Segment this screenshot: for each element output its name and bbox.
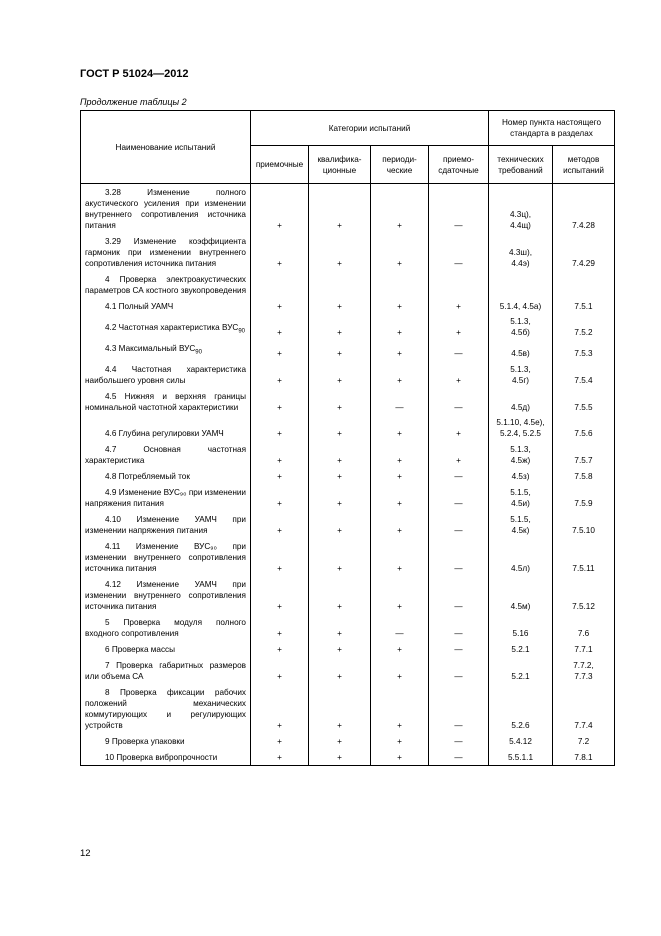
cell-tech: 5.2.1 (489, 641, 553, 657)
test-name-cell: 4.7 Основная частотная характеристика (81, 441, 251, 468)
table-caption: Продолжение таблицы 2 (80, 97, 187, 107)
table-row (81, 749, 615, 766)
header-tech-req: технических требований (489, 146, 553, 184)
cell-c3: + (371, 441, 429, 468)
test-categories-table (80, 110, 615, 766)
cell-c1: + (251, 538, 309, 576)
table-row (81, 538, 615, 576)
cell-method: 7.4.28 (553, 184, 615, 234)
cell-c4: + (429, 441, 489, 468)
cell-c2: + (309, 468, 371, 484)
cell-method: 7.5.4 (553, 361, 615, 388)
cell-c2: + (309, 749, 371, 766)
cell-c1: + (251, 657, 309, 684)
cell-c1: + (251, 468, 309, 484)
cell-c3: — (371, 614, 429, 641)
cell-c3: + (371, 733, 429, 749)
cell-tech: 4.5м) (489, 576, 553, 614)
test-name-cell: 4 Проверка электроакустических параметров СА костного звукопроведения (81, 271, 251, 298)
cell-c2: + (309, 340, 371, 361)
page-number: 12 (80, 848, 91, 859)
cell-tech: 5.1.3, 4.5б) (489, 314, 553, 340)
table-row (81, 576, 615, 614)
cell-c2: + (309, 484, 371, 511)
cell-tech: 5.1.10, 4.5е), 5.2.4, 5.2.5 (489, 415, 553, 441)
cell-c4: + (429, 314, 489, 340)
cell-method: 7.5.8 (553, 468, 615, 484)
table-row (81, 184, 615, 234)
cell-method: 7.8.1 (553, 749, 615, 766)
cell-c3 (371, 271, 429, 298)
cell-c2: + (309, 314, 371, 340)
cell-tech: 4.5д) (489, 388, 553, 415)
cell-c4: — (429, 340, 489, 361)
test-name-cell: 8 Проверка фиксации рабочих положений механических коммутирующих и регулирующих устройств (81, 684, 251, 733)
cell-c4 (429, 271, 489, 298)
cell-c1: + (251, 441, 309, 468)
cell-c4: — (429, 684, 489, 733)
cell-method: 7.5.12 (553, 576, 615, 614)
cell-c4: — (429, 749, 489, 766)
cell-c2: + (309, 298, 371, 314)
test-name-cell: 4.8 Потребляемый ток (81, 468, 251, 484)
header-methods: методов испытаний (553, 146, 615, 184)
cell-tech: 5.2.1 (489, 657, 553, 684)
cell-c4: + (429, 361, 489, 388)
cell-c4: — (429, 657, 489, 684)
cell-method: 7.5.7 (553, 441, 615, 468)
cell-c4: — (429, 184, 489, 234)
table-body (81, 184, 615, 766)
table-row (81, 511, 615, 538)
cell-method: 7.7.1 (553, 641, 615, 657)
cell-c2: + (309, 184, 371, 234)
test-name-cell: 4.3 Максимальный $ВУС_{90}$ (81, 340, 251, 361)
table-row (81, 657, 615, 684)
cell-c1: + (251, 298, 309, 314)
test-name-cell: 4.4 Частотная характеристика наибольшего уровня силы (81, 361, 251, 388)
cell-c1: + (251, 484, 309, 511)
header-cat-period: периоди-ческие (371, 146, 429, 184)
cell-c2: + (309, 641, 371, 657)
cell-c3: + (371, 314, 429, 340)
cell-c4: — (429, 614, 489, 641)
table-row (81, 641, 615, 657)
cell-c2: + (309, 233, 371, 271)
cell-c1 (251, 271, 309, 298)
cell-method: 7.5.3 (553, 340, 615, 361)
table-row (81, 340, 615, 361)
cell-c2: + (309, 576, 371, 614)
table-row (81, 271, 615, 298)
cell-tech (489, 271, 553, 298)
cell-tech: 5.16 (489, 614, 553, 641)
cell-c3: + (371, 484, 429, 511)
cell-method: 7.5.10 (553, 511, 615, 538)
cell-tech: 5.2.6 (489, 684, 553, 733)
cell-method: 7.7.4 (553, 684, 615, 733)
cell-method: 7.5.11 (553, 538, 615, 576)
test-name-cell: 4.2 Частотная характеристика $ВУС_{90}$ (81, 314, 251, 340)
cell-c4: — (429, 641, 489, 657)
cell-c1: + (251, 233, 309, 271)
cell-c4: — (429, 468, 489, 484)
cell-c3: + (371, 468, 429, 484)
cell-method: 7.6 (553, 614, 615, 641)
cell-c3: + (371, 684, 429, 733)
cell-tech: 4.5л) (489, 538, 553, 576)
cell-c3: — (371, 388, 429, 415)
test-name-cell: 3.28 Изменение полного акустического усиления при изменении внутреннего сопротивления источника питания (81, 184, 251, 234)
cell-c1: + (251, 733, 309, 749)
cell-c4: + (429, 298, 489, 314)
cell-method (553, 271, 615, 298)
cell-c3: + (371, 749, 429, 766)
test-name-cell: 3.29 Изменение коэффициента гармоник при изменении внутреннего сопротивления источника питания (81, 233, 251, 271)
cell-c1: + (251, 614, 309, 641)
test-name-cell: 7 Проверка габаритных размеров или объема СА (81, 657, 251, 684)
test-name-cell: 10 Проверка вибропрочности (81, 749, 251, 766)
cell-c1: + (251, 641, 309, 657)
table-row (81, 415, 615, 441)
cell-c2: + (309, 441, 371, 468)
cell-c3: + (371, 298, 429, 314)
cell-c4: — (429, 388, 489, 415)
cell-c1: + (251, 340, 309, 361)
header-clause-group: Номер пункта настоящего стандарта в разделах (489, 111, 615, 146)
cell-c1: + (251, 576, 309, 614)
test-name-cell: 5 Проверка модуля полного входного сопротивления (81, 614, 251, 641)
cell-c1: + (251, 388, 309, 415)
cell-method: 7.5.6 (553, 415, 615, 441)
header-categories: Категории испытаний (251, 111, 489, 146)
document-header: ГОСТ Р 51024—2012 (80, 68, 189, 80)
cell-tech: 4.5в) (489, 340, 553, 361)
cell-tech: 4.3ш), 4.4э) (489, 233, 553, 271)
table-row (81, 361, 615, 388)
cell-tech: 5.1.4, 4.5а) (489, 298, 553, 314)
cell-c1: + (251, 361, 309, 388)
cell-method: 7.5.2 (553, 314, 615, 340)
table-row (81, 684, 615, 733)
cell-c2: + (309, 511, 371, 538)
test-name-cell: 4.1 Полный УАМЧ (81, 298, 251, 314)
cell-c3: + (371, 184, 429, 234)
cell-method: 7.5.1 (553, 298, 615, 314)
cell-tech: 4.5з) (489, 468, 553, 484)
table-row (81, 614, 615, 641)
cell-c2: + (309, 614, 371, 641)
header-test-name: Наименование испытаний (81, 111, 251, 184)
cell-method: 7.5.9 (553, 484, 615, 511)
cell-tech: 5.1.5, 4.5и) (489, 484, 553, 511)
cell-c2: + (309, 733, 371, 749)
cell-c4: — (429, 511, 489, 538)
cell-tech: 5.1.5, 4.5к) (489, 511, 553, 538)
cell-c2: + (309, 657, 371, 684)
table-row (81, 733, 615, 749)
cell-c4: — (429, 576, 489, 614)
cell-tech: 5.5.1.1 (489, 749, 553, 766)
cell-method: 7.5.5 (553, 388, 615, 415)
cell-c2: + (309, 684, 371, 733)
cell-method: 7.4.29 (553, 233, 615, 271)
cell-method: 7.2 (553, 733, 615, 749)
test-name-cell: 4.10 Изменение УАМЧ при изменении напряжения питания (81, 511, 251, 538)
table-row (81, 298, 615, 314)
cell-c3: + (371, 538, 429, 576)
cell-c1: + (251, 684, 309, 733)
cell-method: 7.7.2, 7.7.3 (553, 657, 615, 684)
test-name-cell: 4.9 Изменение ВУС₉₀ при изменении напряжения питания (81, 484, 251, 511)
table-row (81, 314, 615, 340)
cell-c4: + (429, 415, 489, 441)
table-row (81, 484, 615, 511)
cell-c3: + (371, 415, 429, 441)
test-name-cell: 4.5 Нижняя и верхняя границы номинальной частотной характеристики (81, 388, 251, 415)
cell-c4: — (429, 733, 489, 749)
header-cat-priem: приемочные (251, 146, 309, 184)
cell-c2: + (309, 415, 371, 441)
cell-c4: — (429, 538, 489, 576)
test-name-cell: 4.12 Изменение УАМЧ при изменении внутреннего сопротивления источника питания (81, 576, 251, 614)
cell-c2: + (309, 388, 371, 415)
test-name-cell: 4.6 Глубина регулировки УАМЧ (81, 415, 251, 441)
cell-tech: 5.1.3, 4.5г) (489, 361, 553, 388)
cell-c4: — (429, 484, 489, 511)
cell-c3: + (371, 576, 429, 614)
test-name-cell: 9 Проверка упаковки (81, 733, 251, 749)
cell-c3: + (371, 361, 429, 388)
cell-c1: + (251, 511, 309, 538)
test-name-cell: 4.11 Изменение ВУС₉₀ при изменении внутреннего сопротивления источника питания (81, 538, 251, 576)
cell-tech: 4.3ц), 4.4щ) (489, 184, 553, 234)
cell-c3: + (371, 340, 429, 361)
cell-c3: + (371, 511, 429, 538)
cell-tech: 5.1.3, 4.5ж) (489, 441, 553, 468)
table-row (81, 468, 615, 484)
header-cat-kval: квалифика-ционные (309, 146, 371, 184)
header-cat-pss: приемо-сдаточные (429, 146, 489, 184)
test-name-cell: 6 Проверка массы (81, 641, 251, 657)
table-row (81, 388, 615, 415)
table-row (81, 441, 615, 468)
cell-c2 (309, 271, 371, 298)
cell-c1: + (251, 314, 309, 340)
cell-c3: + (371, 233, 429, 271)
cell-c4: — (429, 233, 489, 271)
cell-c1: + (251, 415, 309, 441)
cell-tech: 5.4.12 (489, 733, 553, 749)
cell-c3: + (371, 657, 429, 684)
cell-c1: + (251, 184, 309, 234)
cell-c2: + (309, 361, 371, 388)
cell-c3: + (371, 641, 429, 657)
table-row (81, 233, 615, 271)
cell-c2: + (309, 538, 371, 576)
cell-c1: + (251, 749, 309, 766)
